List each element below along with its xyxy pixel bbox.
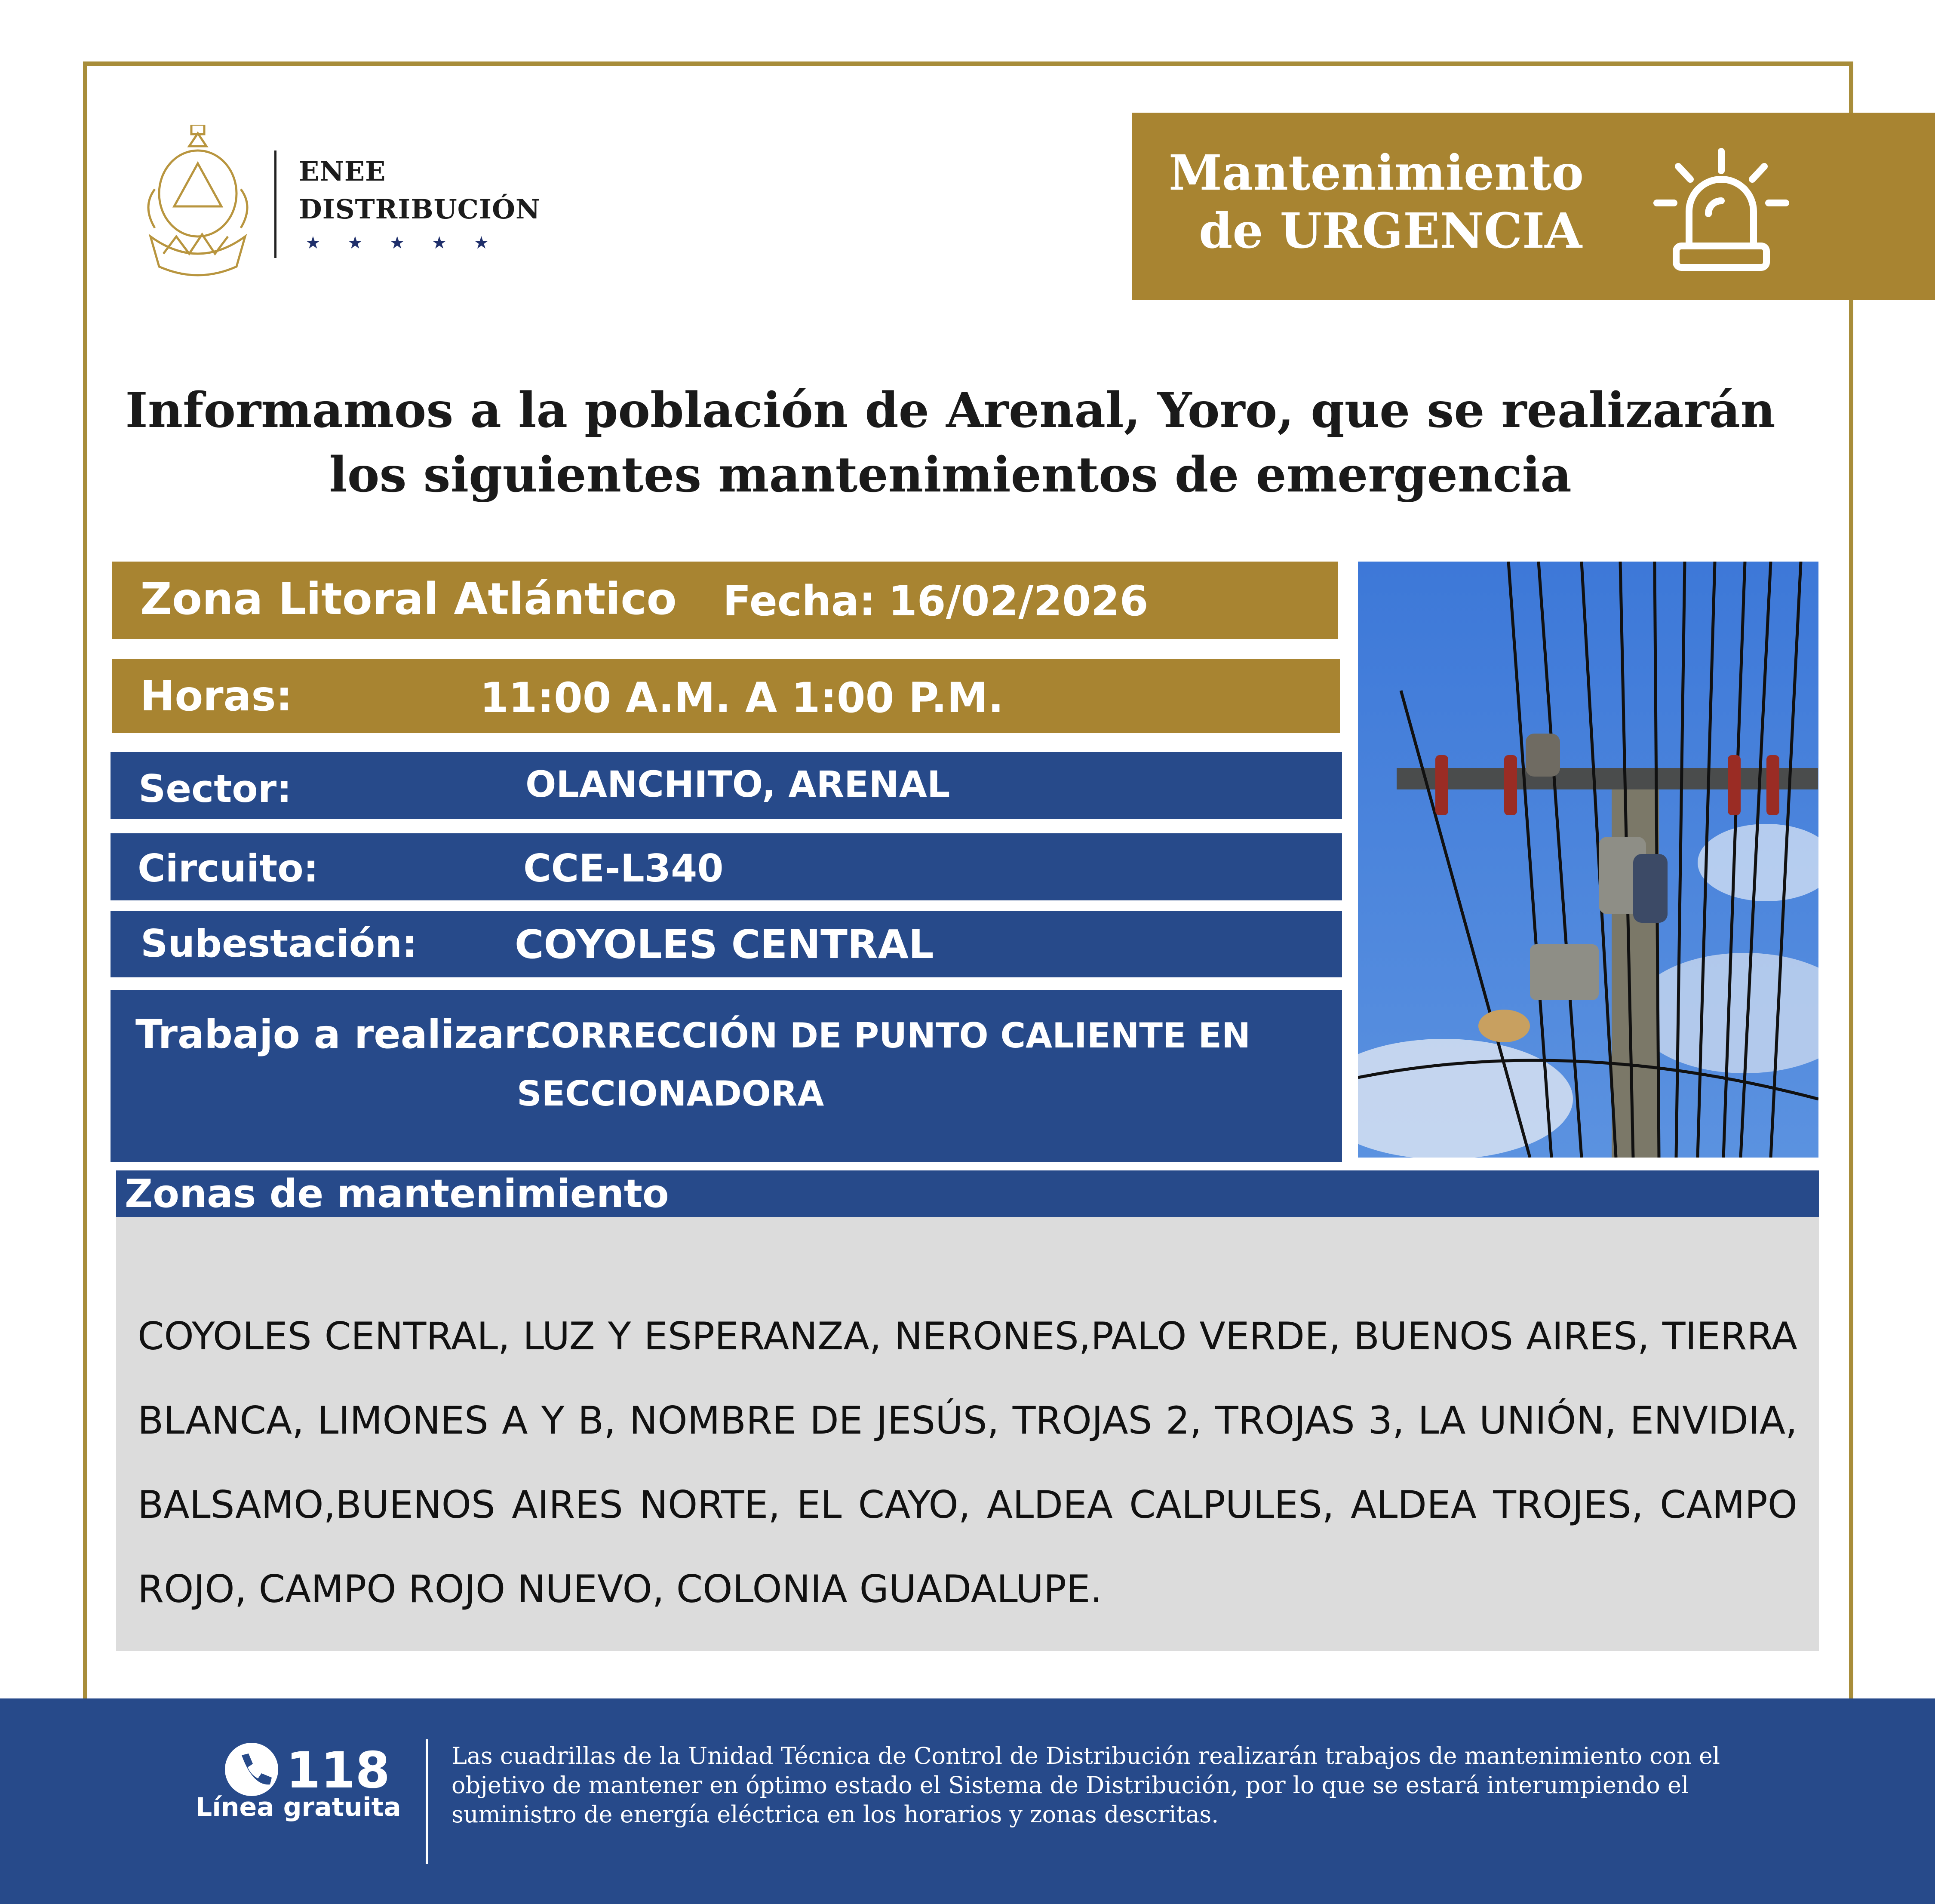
footer-divider: [426, 1739, 428, 1864]
work-bar: [111, 990, 1342, 1162]
coat-of-arms-icon: [138, 125, 258, 279]
hours-value: 11:00 A.M. A 1:00 P.M.: [480, 674, 1004, 722]
zones-box: [116, 1217, 1819, 1651]
phone-number: 118: [286, 1741, 390, 1800]
sector-value: OLANCHITO, ARENAL: [525, 763, 950, 805]
footer-note: Las cuadrillas de la Unidad Técnica de Control de Distribución realizarán trabajos de mantenimiento con el objetivo de mantener en óptimo estado el Sistema de Distribución, por lo que se estará interumpiendo el suministro de energía eléctrica en los horarios y zonas descritas.: [452, 1742, 1720, 1828]
zone-label: Zona Litoral Atlántico: [140, 574, 677, 625]
zones-title: Zonas de mantenimiento: [125, 1171, 669, 1216]
brand-stars: ★★★★★: [305, 233, 516, 253]
sector-label: Sector:: [138, 767, 292, 811]
sector-bar: [111, 752, 1342, 819]
circuit-value: CCE-L340: [523, 846, 724, 891]
substation-label: Subestación:: [141, 921, 418, 966]
circuit-bar: [111, 833, 1342, 900]
phone-icon: [224, 1741, 280, 1797]
substation-value: COYOLES CENTRAL: [515, 921, 934, 967]
utility-pole-image: [1358, 562, 1818, 1158]
footer: [0, 1698, 1935, 1904]
brand-name: ENEE: [299, 156, 386, 187]
hours-label: Horas:: [140, 672, 292, 720]
banner-title-line1: Mantenimiento: [1169, 145, 1584, 201]
date-value: 16/02/2026: [888, 577, 1149, 625]
zones-header: [116, 1170, 1819, 1217]
brand-subtitle: DISTRIBUCIÓN: [299, 193, 541, 225]
zones-list: COYOLES CENTRAL, LUZ Y ESPERANZA, NERONES,PALO VERDE, BUENOS AIRES, TIERRA BLANCA, LIMONES A Y B, NOMBRE DE JESÚS, TROJAS 2, TROJAS 3, LA UNIÓN, ENVIDIA, BALSAMO,BUENOS AIRES NORTE, EL CAYO, ALDEA CALPULES, ALDEA TROJES, CAMPO ROJO, CAMPO ROJO NUEVO, COLONIA GUADALUPE.: [138, 1314, 1797, 1611]
work-value-line1: CORRECCIÓN DE PUNTO CALIENTE EN: [525, 1016, 1251, 1056]
siren-alarm-icon: [1652, 147, 1790, 276]
date-label: Fecha:: [723, 577, 876, 625]
banner-title-line2: de URGENCIA: [1199, 203, 1582, 259]
phone-label: Línea gratuita: [196, 1792, 401, 1822]
hours-bar: [112, 659, 1340, 733]
logo-divider: [274, 150, 276, 258]
lineworker-photo: [1358, 562, 1818, 1158]
headline: Informamos a la población de Arenal, Yoro, que se realizarán los siguientes mantenimientos de emergencia: [125, 382, 1775, 503]
urgent-banner: [1132, 113, 1935, 300]
zone-date-bar: [112, 562, 1338, 639]
work-value-line2: SECCIONADORA: [517, 1074, 824, 1114]
circuit-label: Circuito:: [138, 846, 319, 891]
enee-logo: [138, 125, 611, 279]
substation-bar: [111, 911, 1342, 977]
work-label: Trabajo a realizar:: [135, 1011, 540, 1057]
